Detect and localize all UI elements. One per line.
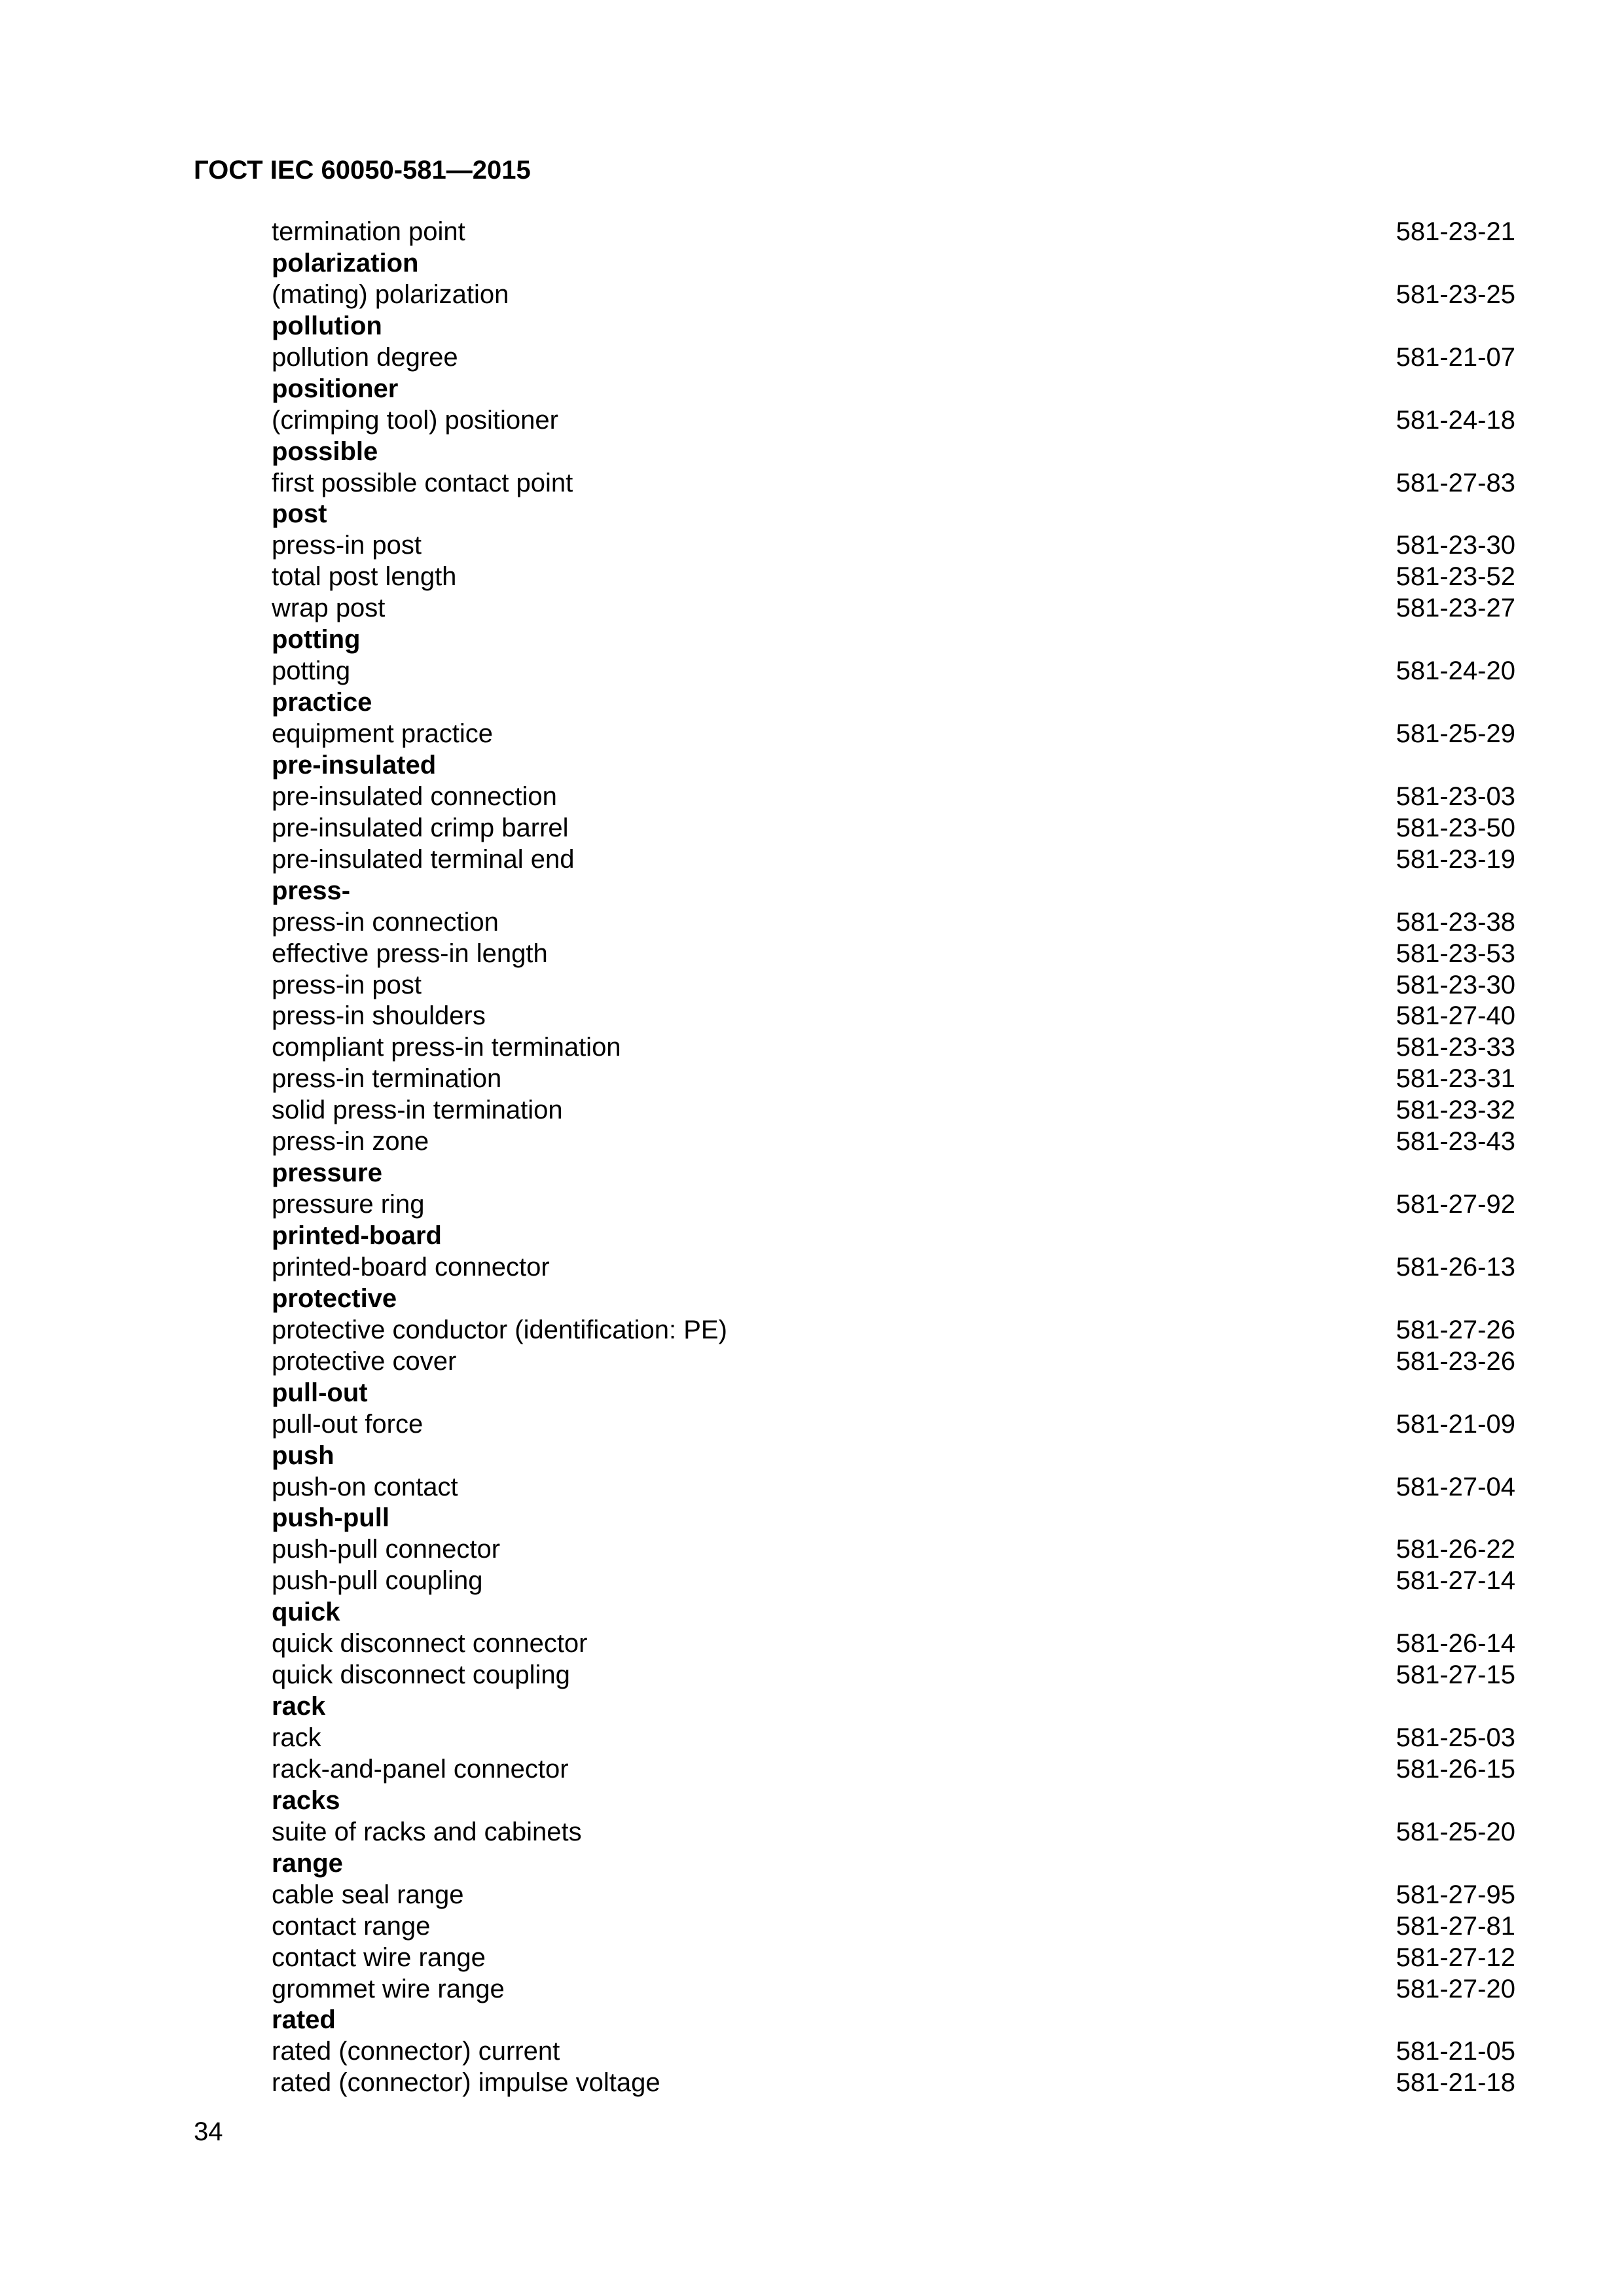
index-term: (crimping tool) positioner	[272, 405, 558, 435]
index-heading	[272, 1158, 1515, 1189]
index-reference: 581-26-22	[1396, 1535, 1515, 1564]
index-reference: 581-21-05	[1396, 2037, 1515, 2066]
index-heading	[272, 374, 1515, 405]
index-list	[272, 217, 1515, 2099]
index-heading-text: polarization	[272, 248, 419, 278]
index-entry	[272, 1628, 1515, 1660]
index-entry	[272, 781, 1515, 813]
index-term: (mating) polarization	[272, 279, 509, 309]
index-heading-text: rated	[272, 2005, 336, 2035]
index-heading	[272, 1378, 1515, 1409]
index-heading-text: pollution	[272, 311, 382, 340]
index-term: press-in post	[272, 970, 422, 999]
index-reference: 581-24-18	[1396, 405, 1515, 435]
index-entry	[272, 1315, 1515, 1346]
index-entry	[272, 1754, 1515, 1785]
index-heading-text: push	[272, 1441, 334, 1470]
index-entry	[272, 279, 1515, 311]
index-term: press-in zone	[272, 1127, 429, 1157]
index-reference: 581-23-27	[1396, 594, 1515, 623]
index-heading-text: rack	[272, 1692, 326, 1721]
index-reference: 581-23-53	[1396, 939, 1515, 968]
index-reference: 581-23-26	[1396, 1346, 1515, 1376]
index-entry	[272, 1001, 1515, 1032]
index-reference: 581-23-38	[1396, 907, 1515, 937]
index-entry	[272, 1252, 1515, 1283]
index-heading	[272, 1597, 1515, 1628]
index-reference: 581-25-29	[1396, 719, 1515, 748]
index-entry	[272, 844, 1515, 876]
index-reference: 581-23-19	[1396, 844, 1515, 874]
index-term: equipment practice	[272, 719, 493, 748]
index-reference: 581-23-32	[1396, 1096, 1515, 1125]
index-heading-text: push-pull	[272, 1503, 389, 1533]
index-entry	[272, 1534, 1515, 1566]
index-term: press-in shoulders	[272, 1001, 486, 1031]
index-term: solid press-in termination	[272, 1096, 563, 1125]
index-heading	[272, 624, 1515, 656]
index-term: contact range	[272, 1911, 431, 1941]
index-term: quick disconnect connector	[272, 1629, 588, 1659]
index-heading-text: post	[272, 499, 327, 529]
index-term: contact wire range	[272, 1943, 486, 1972]
index-entry	[272, 405, 1515, 437]
index-reference: 581-27-04	[1396, 1472, 1515, 1501]
index-heading-text: pre-insulated	[272, 750, 437, 780]
index-term: protective conductor (identification: PE)	[272, 1315, 727, 1344]
index-reference: 581-23-50	[1396, 813, 1515, 842]
index-entry	[272, 1472, 1515, 1503]
index-term: pre-insulated terminal end	[272, 844, 575, 874]
index-term: press-in post	[272, 531, 422, 560]
index-heading-text: potting	[272, 625, 361, 655]
index-entry	[272, 1566, 1515, 1597]
index-entry	[272, 1126, 1515, 1158]
index-heading-text: protective	[272, 1283, 397, 1313]
index-entry	[272, 1095, 1515, 1126]
index-reference: 581-27-40	[1396, 1001, 1515, 1031]
index-term: pressure ring	[272, 1190, 425, 1219]
index-term: compliant press-in termination	[272, 1033, 621, 1062]
index-term: suite of racks and cabinets	[272, 1817, 582, 1846]
index-entry	[272, 530, 1515, 562]
index-reference: 581-23-21	[1396, 217, 1515, 246]
index-entry	[272, 1064, 1515, 1095]
index-entry	[272, 342, 1515, 374]
index-heading	[272, 437, 1515, 468]
index-entry	[272, 468, 1515, 499]
index-entry	[272, 1189, 1515, 1221]
index-entry	[272, 719, 1515, 750]
index-term: rack	[272, 1723, 321, 1752]
index-entry	[272, 813, 1515, 844]
index-entry	[272, 1723, 1515, 1754]
index-heading	[272, 311, 1515, 342]
index-heading-text: racks	[272, 1785, 340, 1815]
index-entry	[272, 1660, 1515, 1691]
index-entry	[272, 593, 1515, 624]
index-reference: 581-27-15	[1396, 1660, 1515, 1690]
index-entry	[272, 970, 1515, 1001]
index-entry	[272, 1974, 1515, 2005]
index-term: pre-insulated connection	[272, 781, 557, 811]
index-term: cable seal range	[272, 1880, 464, 1909]
index-reference: 581-26-14	[1396, 1629, 1515, 1659]
index-heading-text: practice	[272, 688, 372, 717]
index-term: rated (connector) impulse voltage	[272, 2068, 660, 2098]
index-heading-text: possible	[272, 437, 378, 466]
index-reference: 581-27-83	[1396, 468, 1515, 497]
index-term: wrap post	[272, 594, 386, 623]
index-entry	[272, 2068, 1515, 2099]
index-reference: 581-27-95	[1396, 1880, 1515, 1909]
index-reference: 581-23-43	[1396, 1127, 1515, 1157]
index-term: effective press-in length	[272, 939, 548, 968]
index-entry	[272, 1346, 1515, 1378]
page-number: 34	[194, 2117, 223, 2146]
index-heading-text: quick	[272, 1598, 340, 1627]
index-entry	[272, 1817, 1515, 1848]
index-term: press-in termination	[272, 1064, 502, 1094]
index-heading-text: range	[272, 1848, 343, 1878]
index-heading-text: positioner	[272, 374, 399, 403]
index-reference: 581-27-81	[1396, 1911, 1515, 1941]
index-heading	[272, 1691, 1515, 1723]
index-heading	[272, 1283, 1515, 1315]
index-term: push-pull coupling	[272, 1566, 483, 1596]
index-entry	[272, 939, 1515, 970]
index-reference: 581-27-12	[1396, 1943, 1515, 1972]
index-term: rated (connector) current	[272, 2037, 560, 2066]
document-header: ГОСТ IEC 60050-581—2015	[194, 156, 531, 185]
index-heading	[272, 876, 1515, 907]
index-term: push-on contact	[272, 1472, 458, 1501]
index-entry	[272, 1032, 1515, 1064]
index-entry	[272, 217, 1515, 248]
index-term: first possible contact point	[272, 468, 573, 497]
index-entry	[272, 907, 1515, 939]
index-reference: 581-21-07	[1396, 342, 1515, 372]
index-heading	[272, 1441, 1515, 1472]
index-term: press-in connection	[272, 907, 499, 937]
index-term: pull-out force	[272, 1409, 424, 1439]
index-term: pre-insulated crimp barrel	[272, 813, 569, 842]
index-term: push-pull connector	[272, 1535, 501, 1564]
index-heading	[272, 750, 1515, 781]
index-term: grommet wire range	[272, 1974, 505, 2003]
index-reference: 581-25-03	[1396, 1723, 1515, 1752]
index-reference: 581-27-14	[1396, 1566, 1515, 1596]
index-term: potting	[272, 656, 351, 686]
index-reference: 581-23-03	[1396, 781, 1515, 811]
index-reference: 581-25-20	[1396, 1817, 1515, 1846]
index-reference: 581-21-18	[1396, 2068, 1515, 2098]
index-heading-text: pressure	[272, 1158, 382, 1188]
index-reference: 581-27-20	[1396, 1974, 1515, 2003]
index-reference: 581-23-31	[1396, 1064, 1515, 1094]
index-term: termination point	[272, 217, 465, 246]
index-reference: 581-23-30	[1396, 970, 1515, 999]
index-heading	[272, 248, 1515, 279]
index-heading	[272, 2005, 1515, 2036]
index-heading	[272, 499, 1515, 530]
index-reference: 581-24-20	[1396, 656, 1515, 686]
index-term: quick disconnect coupling	[272, 1660, 570, 1690]
index-reference: 581-23-52	[1396, 562, 1515, 592]
index-entry	[272, 1911, 1515, 1943]
index-heading	[272, 1221, 1515, 1252]
index-term: rack-and-panel connector	[272, 1754, 569, 1784]
index-term: total post length	[272, 562, 457, 592]
index-heading	[272, 1848, 1515, 1880]
index-reference: 581-23-33	[1396, 1033, 1515, 1062]
index-heading	[272, 687, 1515, 719]
index-heading-text: printed-board	[272, 1221, 442, 1250]
index-reference: 581-21-09	[1396, 1409, 1515, 1439]
index-heading-text: press-	[272, 876, 351, 905]
index-reference: 581-26-13	[1396, 1252, 1515, 1282]
index-reference: 581-27-26	[1396, 1315, 1515, 1344]
index-reference: 581-27-92	[1396, 1190, 1515, 1219]
index-heading-text: pull-out	[272, 1378, 368, 1407]
index-term: printed-board connector	[272, 1252, 550, 1282]
index-heading	[272, 1503, 1515, 1534]
index-entry	[272, 1409, 1515, 1441]
index-entry	[272, 1880, 1515, 1911]
index-entry	[272, 2036, 1515, 2068]
index-reference: 581-23-30	[1396, 531, 1515, 560]
index-entry	[272, 656, 1515, 687]
index-entry	[272, 562, 1515, 593]
index-term: protective cover	[272, 1346, 457, 1376]
index-reference: 581-23-25	[1396, 279, 1515, 309]
index-heading	[272, 1785, 1515, 1817]
index-reference: 581-26-15	[1396, 1754, 1515, 1784]
index-term: pollution degree	[272, 342, 458, 372]
index-entry	[272, 1943, 1515, 1974]
